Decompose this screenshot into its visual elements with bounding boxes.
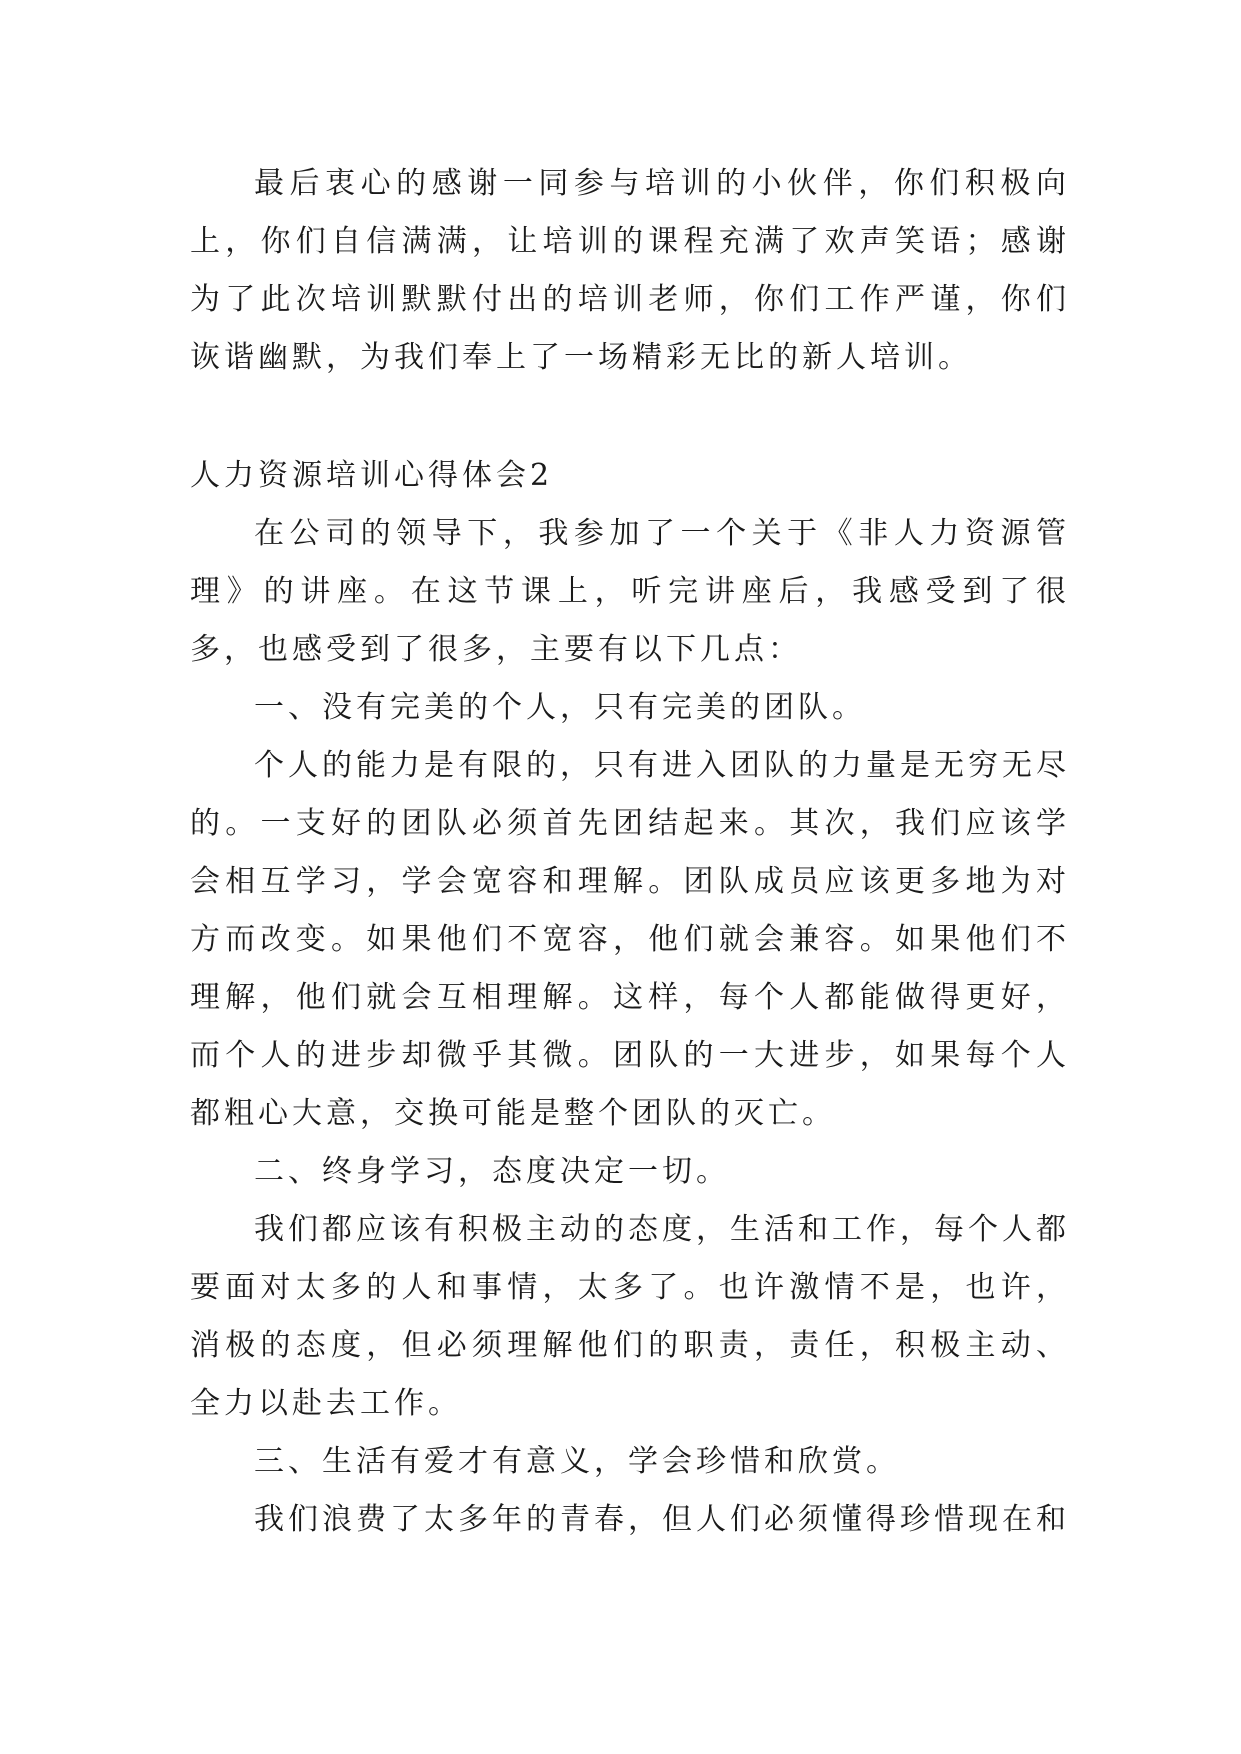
point-heading-1: 一、没有完美的个人，只有完美的团队。 [254, 690, 866, 725]
section-title: 人力资源培训心得体会2 [190, 458, 554, 493]
section-spacer [190, 387, 1070, 447]
document-body [190, 155, 1070, 1549]
closing-paragraph: 最后衷心的感谢一同参与培训的小伙伴，你们积极向上，你们自信满满，让培训的课程充满了欢声笑语；感谢为了此次培训默默付出的培训老师，你们工作严谨，你们诙谐幽默，为我们奉上了一场精彩无比的新人培训。 [190, 166, 1070, 375]
point-heading-3: 三、生活有爱才有意义，学会珍惜和欣赏。 [254, 1444, 900, 1479]
body-paragraph-attitude: 我们都应该有积极主动的态度，生活和工作，每个人都要面对太多的人和事情，太多了。也许激情不是，也许，消极的态度，但必须理解他们的职责，责任，积极主动、全力以赴去工作。 [190, 1212, 1070, 1421]
point-heading-2: 二、终身学习，态度决定一切。 [254, 1154, 730, 1189]
body-paragraph-cherish: 我们浪费了太多年的青春，但人们必须懂得珍惜现在和 [254, 1502, 1070, 1537]
body-paragraph-team: 个人的能力是有限的，只有进入团队的力量是无穷无尽的。一支好的团队必须首先团结起来。其次，我们应该学会相互学习，学会宽容和理解。团队成员应该更多地为对方而改变。如果他们不宽容，他们就会兼容。如果他们不理解，他们就会互相理解。这样，每个人都能做得更好，而个人的进步却微乎其微。团队的一大进步，如果每个人都粗心大意，交换可能是整个团队的灭亡。 [190, 748, 1070, 1131]
body-paragraph-intro: 在公司的领导下，我参加了一个关于《非人力资源管理》的讲座。在这节课上，听完讲座后，我感受到了很多，也感受到了很多，主要有以下几点： [190, 516, 1070, 667]
